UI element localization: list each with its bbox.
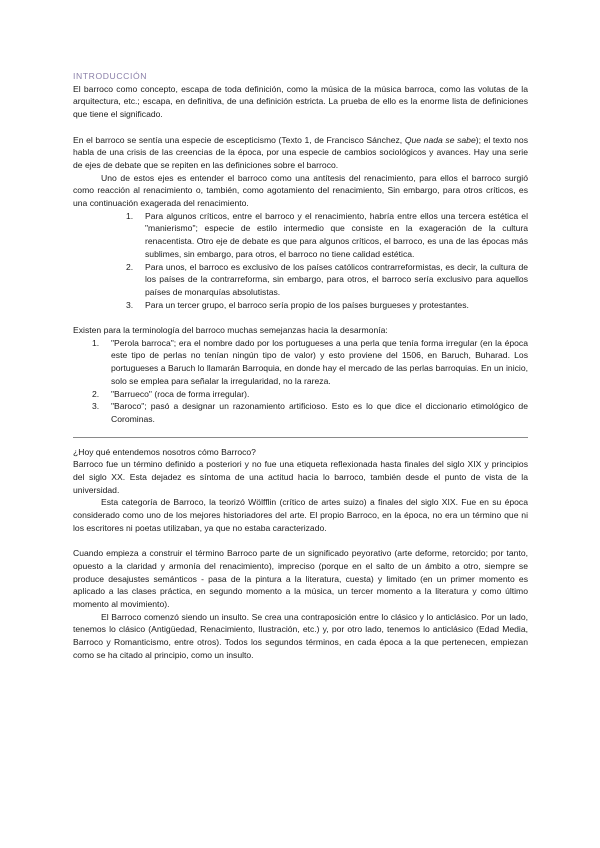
insult-paragraph: El Barroco comenzó siendo un insulto. Se crea una contraposición entre lo clásico y lo anticlásico. Por un lado, tenemos lo clásico (Antigüedad, Renacimiento, Ilustración, etc.) y, por otro lado, tenemos lo anticlásico (Edad Media, Barroco y Romanticismo, entre otros). Todos los segundos términos, en cada época a la que pertenecen, empiezan como se ha citado al principio, como un insulto. bbox=[73, 611, 528, 660]
list-item: 3. "Baroco"; pasó a designar un razonamiento artificioso. Esto es lo que dice el diccionario etimológico de Corominas. bbox=[92, 401, 528, 424]
intro-paragraph: El barroco como concepto, escapa de toda definición, como la música de la música barroca, como las volutas de la arquitectura, etc.; escapa, en definitiva, de una definición estricta. La prueba de ello es la enorme lista de definiciones que tiene el significado. bbox=[73, 83, 528, 120]
antithesis-paragraph: Uno de estos ejes es entender el barroco como una antítesis del renacimiento, para ellos el barroco surgió como reacción al renacimiento o, también, como agotamiento del renacimiento, Sin embargo, para otros críticos, es una continuación exagerada del renacimiento. bbox=[73, 172, 528, 209]
terminology-intro: Existen para la terminología del barroco muchas semejanzas hacia la desarmonía: bbox=[73, 325, 388, 336]
section-divider bbox=[73, 437, 528, 438]
terminology-list bbox=[73, 337, 528, 426]
list-item: 3. Para un tercer grupo, el barroco sería propio de los países burgueses y protestantes. bbox=[126, 299, 469, 310]
list-item: 1. Para algunos críticos, entre el barroco y el renacimiento, habría entre ellos una tercera estética el "manierismo"; especie de estilo intermedio que consiste en la exageración de la cultura renacentista. Otro eje de debate es que para algunos críticos, el barroco, es una de las épocas más sublimes, sin embargo, para otros, el barroco no tiene calidad estética. bbox=[126, 210, 528, 259]
posterior-paragraph: Barroco fue un término definido a posteriori y no fue una etiqueta reflexionada hasta finales del siglo XIX y principios del siglo XX. Esta dejadez es síntoma de una actitud hacia lo barroco, también desde el punto de vista de la universidad. bbox=[73, 459, 528, 495]
list-item: 2. Para unos, el barroco es exclusivo de los países católicos contrarreformistas, es decir, la cultura de los países de la contrarreforma, sin embargo, para otros, el barroco sería exclusivo para aquellos países de monarquías absolutistas. bbox=[126, 261, 528, 297]
skepticism-text-before: En el barroco se sentía una especie de escepticismo (Texto 1, de Francisco Sánchez, bbox=[73, 134, 405, 145]
document-body bbox=[73, 70, 528, 662]
skepticism-text-after: ); el texto nos habla de una crisis de las creencias de la época, por una especie de cambios sociológicos y avances. Hay una serie de ejes de debate que se repiten en las definiciones sobre el barroco. bbox=[73, 134, 528, 170]
pejorative-paragraph: Cuando empieza a construir el término Barroco parte de un significado peyorativo (arte deforme, retorcido; por tanto, opuesto a la claridad y armonía del renacimiento), impreciso (porque en el salto de un ámbito a otro, siempre se produce desajustes semánticos - pasa de la pintura a la literatura, cuesta) y limitado (en un primer momento es aplicado a las clases práctica, en segundo momento a la música, un tercer momento a la literatura y como último momento al movimiento). bbox=[73, 548, 528, 610]
wolfflin-paragraph: Esta categoría de Barroco, la teorizó Wölfflin (crítico de artes suizo) a finales del siglo XIX. Fue en su época considerado como uno de los mejores historiadores del arte. El propio Barroco, en la época, no era un término que ni los escritores ni poetas utilizaban, ya que no estaba caracterizado. bbox=[73, 497, 528, 533]
section-heading: INTRODUCCIÓN bbox=[73, 71, 148, 81]
skepticism-paragraph bbox=[73, 134, 528, 172]
critics-list bbox=[73, 210, 528, 312]
question-line: ¿Hoy qué entendemos nosotros cómo Barroco? bbox=[73, 446, 256, 457]
book-title: Que nada se sabe bbox=[404, 134, 476, 145]
list-item: 1. "Perola barroca"; era el nombre dado por los portugueses a una perla que tenía forma irregular (en la época este tipo de perlas no tenían ningún tipo de valor) y esto proviene del 1506, en Baruch, Buharad. Los portugueses a Baruch lo llamarán Barroquia, en donde hay el mercado de las perlas barroquias. En un inicio, solo se emplea para señalar la irregularidad, no la rareza. bbox=[92, 337, 528, 386]
list-item: 2. "Barrueco" (roca de forma irregular). bbox=[92, 388, 250, 399]
